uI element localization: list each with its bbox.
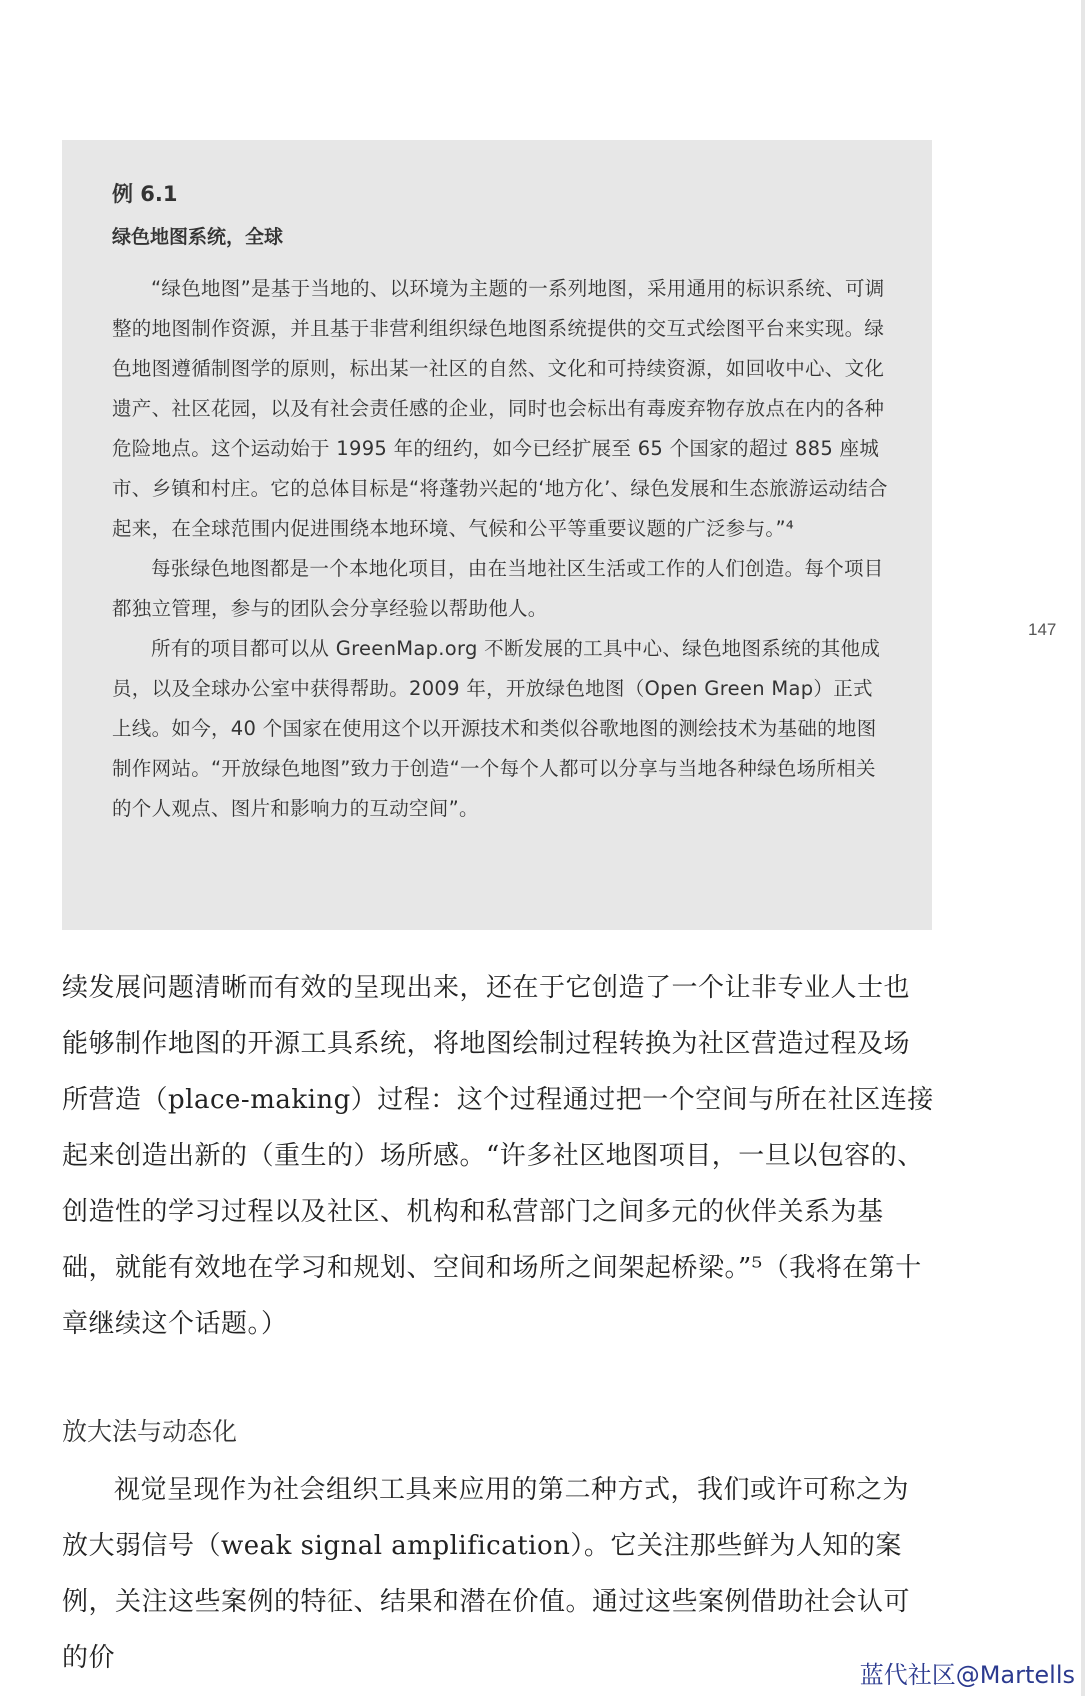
main-text [62, 960, 934, 1686]
section-heading: 放大法与动态化 [62, 1417, 238, 1446]
example-sidebox [62, 140, 932, 930]
example-title: 绿色地图系统，全球 [112, 226, 284, 248]
body-paragraph-1: 续发展问题清晰而有效的呈现出来，还在于它创造了一个让非专业人士也能够制作地图的开源工具系统，将地图绘制过程转换为社区营造过程及场所营造（place-making）过程：这个过程通过把一个空间与所在社区连接起来创造出新的（重生的）场所感。“许多社区地图项目，一旦以包容的、创造性的学习过程以及社区、机构和私营部门之间多元的伙伴关系为基础，就能有效地在学习和规划、空间和场所之间架起桥梁。”⁵（我将在第十章继续这个话题。） [62, 973, 934, 1339]
page-number: 147 [1028, 620, 1057, 639]
body-paragraph-2: 视觉呈现作为社会组织工具来应用的第二种方式，我们或许可称之为放大弱信号（weak signal amplification）。它关注那些鲜为人知的案例，关注这些案例的特征、结果和潜在价值。通过这些案例借助社会认可的价 [62, 1475, 911, 1673]
example-label: 例 6.1 [112, 182, 178, 206]
page-edge [1081, 0, 1085, 1696]
sidebox-paragraph-3: 所有的项目都可以从 GreenMap.org 不断发展的工具中心、绿色地图系统的其他成员，以及全球办公室中获得帮助。2009 年，开放绿色地图（Open Green Map）正式上线。如今，40 个国家在使用这个以开源技术和类似谷歌地图的测绘技术为基础的地图制作网站。“开放绿色地图”致力于创造“一个每个人都可以分享与当地各种绿色场所相关的个人观点、图片和影响力的互动空间”。 [112, 637, 881, 820]
sidebox-paragraph-2: 每张绿色地图都是一个本地化项目，由在当地社区生活或工作的人们创造。每个项目都独立管理，参与的团队会分享经验以帮助他人。 [112, 557, 884, 620]
sidebox-paragraph-1: “绿色地图”是基于当地的、以环境为主题的一系列地图，采用通用的标识系统、可调整的地图制作资源，并且基于非营利组织绿色地图系统提供的交互式绘图平台来实现。绿色地图遵循制图学的原则，标出某一社区的自然、文化和可持续资源，如回收中心、文化遗产、社区花园，以及有社会责任感的企业，同时也会标出有毒废弃物存放点在内的各种危险地点。这个运动始于 1995 年的纽约，如今已经扩展至 65 个国家的超过 885 座城市、乡镇和村庄。它的总体目标是“将蓬勃兴起的‘地方化’、绿色发展和生态旅游运动结合起来，在全球范围内促进围绕本地环境、气候和公平等重要议题的广泛参与。”⁴ [112, 277, 888, 540]
watermark: 蓝代社区@Martells [859, 1661, 1075, 1689]
